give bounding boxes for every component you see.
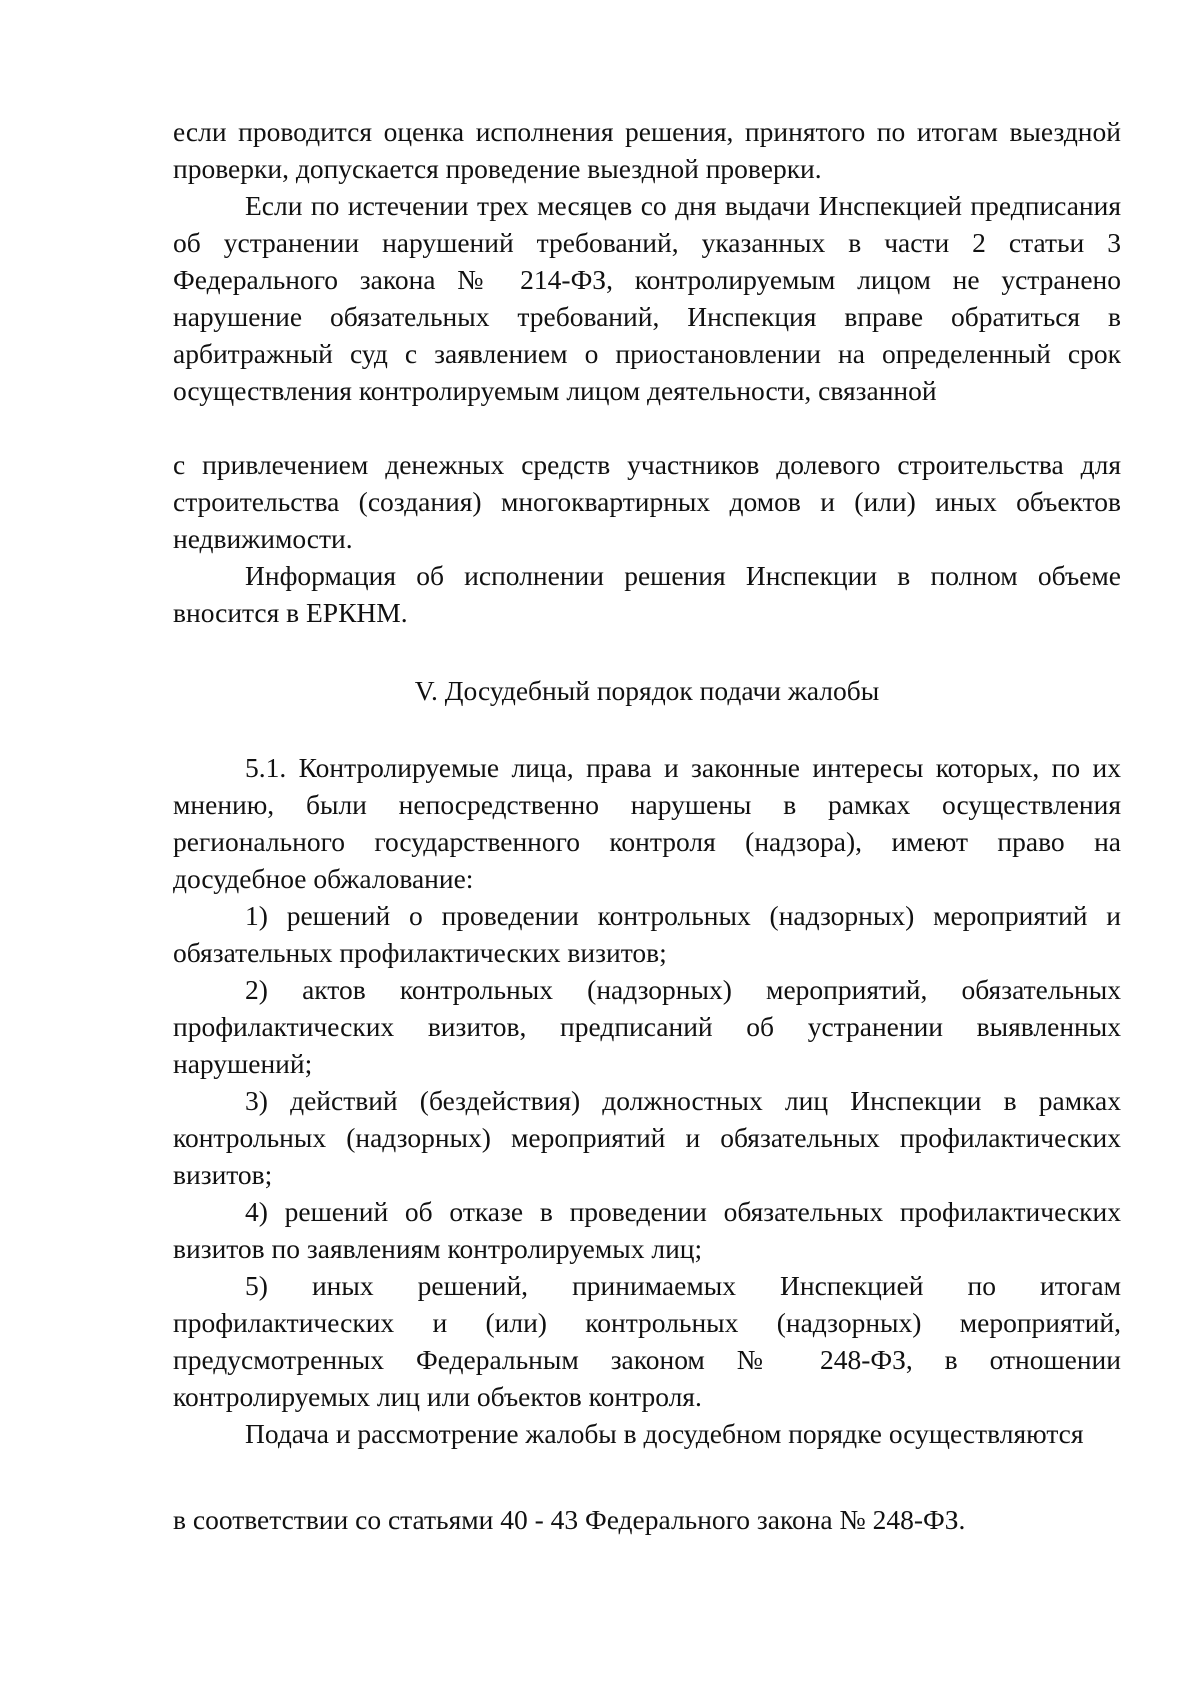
paragraph-shared-construction: с привлечением денежных средств участников долевого строительства для строительства (создания) многоквартирных домов и (или) иных объектов недвижимости. <box>173 449 1121 554</box>
section-heading: V. Досудебный порядок подачи жалобы <box>414 675 880 706</box>
paragraph-onsite-inspection: если проводится оценка исполнения решения, принятого по итогам выездной проверки, допускается проведение выездной проверки. <box>173 116 1121 184</box>
paragraph-arbitration-court: Если по истечении трех месяцев со дня выдачи Инспекцией предписания об устранении нарушений требований, указанных в части 2 статьи 3 Федерального закона № 214-ФЗ, контролируемым лицом не устранено нарушение обязательных требований, Инспекция вправе обратиться в арбитражный суд с заявлением о приостановлении на определенный срок осуществления контролируемым лицом деятельности, связанной <box>173 190 1121 406</box>
list-item-2: 2) актов контрольных (надзорных) мероприятий, обязательных профилактических визитов, предписаний об устранении выявленных нарушений; <box>173 974 1121 1079</box>
paragraph-complaint-procedure: Подача и рассмотрение жалобы в досудебном порядке осуществляются <box>245 1418 1084 1449</box>
list-item-1: 1) решений о проведении контрольных (надзорных) мероприятий и обязательных профилактических визитов; <box>173 900 1121 968</box>
list-item-4: 4) решений об отказе в проведении обязательных профилактических визитов по заявлениям контролируемых лиц; <box>173 1196 1121 1264</box>
list-item-5: 5) иных решений, принимаемых Инспекцией по итогам профилактических и (или) контрольных (надзорных) мероприятий, предусмотренных Федеральным законом № 248-ФЗ, в отношении контролируемых лиц или объектов контроля. <box>173 1270 1121 1412</box>
paragraph-5-1: 5.1. Контролируемые лица, права и законные интересы которых, по их мнению, были непосредственно нарушены в рамках осуществления регионального государственного контроля (надзора), имеют право на досудебное обжалование: <box>173 752 1121 894</box>
list-item-3: 3) действий (бездействия) должностных лиц Инспекции в рамках контрольных (надзорных) мероприятий и обязательных профилактических визитов; <box>173 1085 1121 1190</box>
paragraph-erknm-info: Информация об исполнении решения Инспекции в полном объеме вносится в ЕРКНМ. <box>173 560 1121 628</box>
paragraph-final-line: в соответствии со статьями 40 - 43 Федерального закона № 248-ФЗ. <box>173 1504 966 1535</box>
